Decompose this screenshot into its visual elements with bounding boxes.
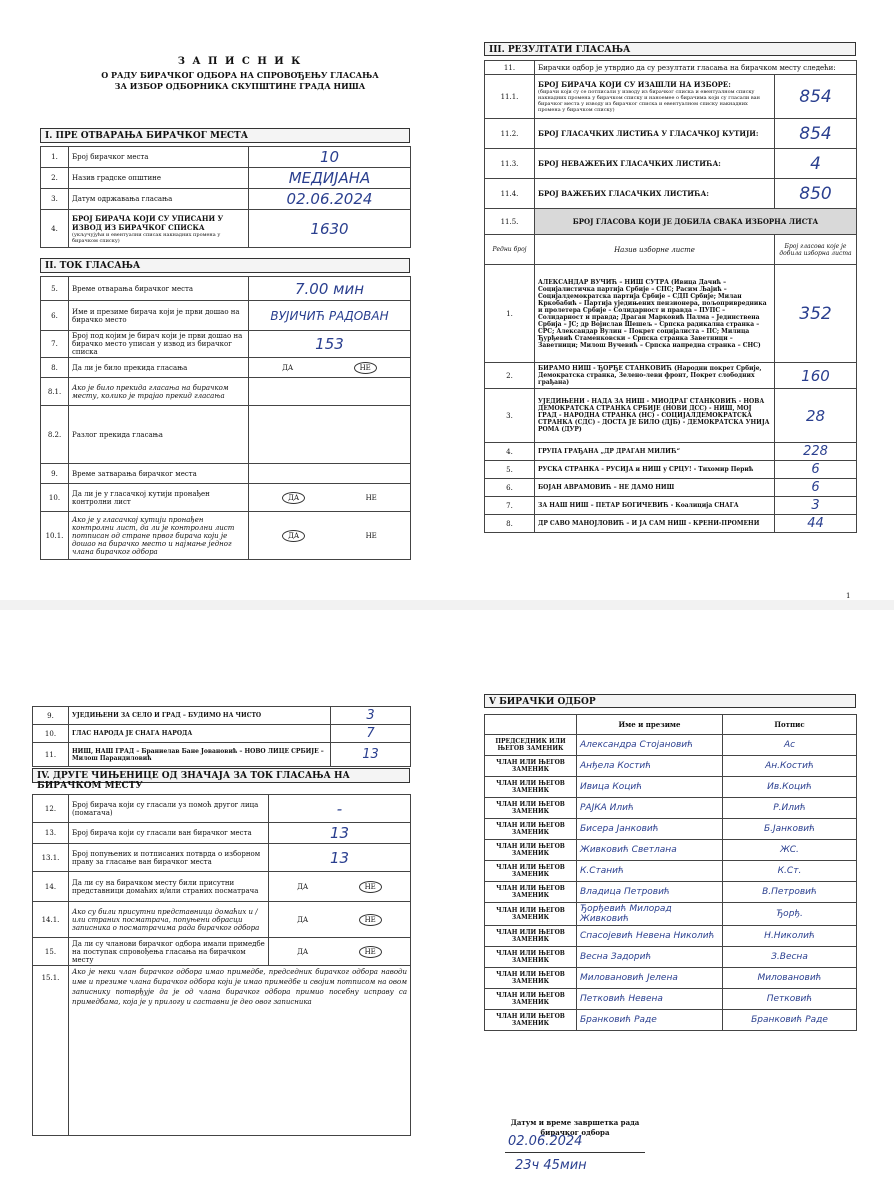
page-divider [0,600,894,610]
row-label: Да ли је у гласачкој кутији пронађен контролни лист [69,484,249,512]
list-votes[interactable]: 160 [775,363,857,389]
list-name: БИРАМО НИШ - ЂОРЂЕ СТАНКОВИЋ (Народни покрет Србије, Демократска странка, Зелено-леви фронт, Покрет слободних грађана) [535,363,775,389]
member-role: ПРЕДСЕДНИК ИЛИ ЊЕГОВ ЗАМЕНИК [485,735,577,756]
member-role: ЧЛАН ИЛИ ЊЕГОВ ЗАМЕНИК [485,968,577,989]
section-3-continued-table [32,706,411,767]
member-row [485,798,857,819]
list-number: 9. [33,707,69,725]
member-role: ЧЛАН ИЛИ ЊЕГОВ ЗАМЕНИК [485,882,577,903]
column-header-name: Име и презиме [577,715,723,735]
row-label: БРОЈ НЕВАЖЕЋИХ ГЛАСАЧКИХ ЛИСТИЋА: [538,159,721,168]
closing-time-value[interactable] [249,464,411,484]
row-number: 3. [41,189,69,210]
list-number: 11. [33,743,69,767]
list-number: 2. [485,363,535,389]
row-number: 2. [41,168,69,189]
row-label: Име и презиме бирача који је први дошао на бирачко место [69,301,249,331]
member-row [485,968,857,989]
s4-row [33,938,411,966]
list-votes[interactable]: 28 [775,389,857,443]
member-row [485,735,857,756]
document-subtitle-1: О РАДУ БИРАЧКОГ ОДБОРА НА СПРОВОЂЕЊУ ГЛАСАЊА [101,70,379,80]
voters-turnout-value[interactable]: 854 [775,75,857,119]
member-role: ЧЛАН ИЛИ ЊЕГОВ ЗАМЕНИК [485,798,577,819]
row-label: Време затварања бирачког места [69,464,249,484]
row-number: 12. [33,795,69,823]
row-label: Назив градске општине [69,168,249,189]
s3-colhead-row [485,235,857,265]
list-votes[interactable]: 6 [775,461,857,479]
member-name[interactable]: К.Станић [577,861,723,882]
member-name[interactable]: Бисера Јанковић [577,819,723,840]
s2-row [41,358,411,378]
page-number: 1 [846,592,851,600]
no-option[interactable]: НЕ [365,493,377,502]
section-5-table [484,714,857,1031]
row-label: Број попуњених и потписаних потврда о изборном праву за гласање ван бирачког места [69,844,269,872]
s5-colhead-row [485,715,857,735]
row-number: 11.2. [485,119,535,149]
list-name: ЗА НАШ НИШ – ПЕТАР БОГИЧЕВИЋ - Коалиција СНАГА [535,497,775,515]
member-signature[interactable]: ЖС. [723,840,857,861]
member-name[interactable]: Александра Стојановић [577,735,723,756]
row-label: Разлог прекида гласања [69,406,249,464]
list-name: УЈЕДИЊЕНИ ЗА СЕЛО И ГРАД – БУДИМО НА ЧИСТО [69,707,331,725]
closing-date-value[interactable]: 02.06.2024 [508,1134,583,1149]
member-role: ЧЛАН ИЛИ ЊЕГОВ ЗАМЕНИК [485,947,577,968]
list-number: 5. [485,461,535,479]
first-voter-name-value[interactable]: ВУЈИЧИЋ РАДОВАН [249,301,411,331]
row-label: Да ли је било прекида гласања [69,358,249,378]
list-row [33,707,411,725]
s2-row [41,512,411,560]
member-name[interactable]: Ивица Коцић [577,777,723,798]
member-role: ЧЛАН ИЛИ ЊЕГОВ ЗАМЕНИК [485,861,577,882]
document-title: З А П И С Н И К [177,56,303,67]
row-label: БРОЈ ВАЖЕЋИХ ГЛАСАЧКИХ ЛИСТИЋА: [538,189,709,198]
s4-row [33,902,411,938]
row-number: 9. [41,464,69,484]
row-label: Ако су били присутни представници домаћих и / или страних посматрача, попуњени обрасци записника о посматрачима рада бирачког одбора [69,902,269,938]
member-role: ЧЛАН ИЛИ ЊЕГОВ ЗАМЕНИК [485,1010,577,1031]
results-intro: Бирачки одбор је утврдио да су резултати гласања на бирачком месту следећи: [535,61,857,75]
member-signature[interactable]: Ђорђ. [723,903,857,926]
list-name: ГЛАС НАРОДА ЈЕ СНАГА НАРОДА [69,725,331,743]
member-signature[interactable]: Б.Јанковић [723,819,857,840]
member-role: ЧЛАН ИЛИ ЊЕГОВ ЗАМЕНИК [485,840,577,861]
row-label: БРОЈ БИРАЧА КОЈИ СУ ИЗАШЛИ НА ИЗБОРЕ: [538,80,731,89]
row-number: 8.1. [41,378,69,406]
row-label: Ако је у гласачкој кутији пронађен контролни лист, да ли је контролни лист потписан од стране првог бирача који је дошао на бирачко место и најмање једног члана бирачког одбора [69,512,249,560]
list-number: 7. [485,497,535,515]
row-number: 8.2. [41,406,69,464]
list-name: РУСКА СТРАНКА - РУСИЈА и НИШ у СРЦУ! - Тихомир Перић [535,461,775,479]
list-row [33,743,411,767]
member-signature[interactable]: Ан.Костић [723,756,857,777]
member-name[interactable]: Ђорђевић Милорад Живковић [577,903,723,926]
list-row [33,725,411,743]
section-4-table [32,794,411,1136]
member-role: ЧЛАН ИЛИ ЊЕГОВ ЗАМЕНИК [485,819,577,840]
member-row [485,947,857,968]
row-number: 11.1. [485,75,535,119]
yes-option-circled[interactable]: ДА [282,492,305,504]
member-row [485,989,857,1010]
interruption-duration-value[interactable] [249,378,411,406]
member-signature[interactable]: К.Ст. [723,861,857,882]
s2-row [41,464,411,484]
member-row [485,926,857,947]
member-row [485,861,857,882]
s3-row [485,209,857,235]
member-row [485,840,857,861]
opening-time-value[interactable]: 7.00 мин [249,277,411,301]
member-signature[interactable]: Ас [723,735,857,756]
member-name[interactable]: Живковић Светлана [577,840,723,861]
s3-row [485,179,857,209]
section-2-table [40,276,411,560]
section-4-heading: IV. ДРУГЕ ЧИЊЕНИЦЕ ОД ЗНАЧАЈА ЗА ТОК ГЛАСАЊА НА БИРАЧКОМ МЕСТУ [32,768,410,783]
votes-per-list-heading: БРОЈ ГЛАСОВА КОЈИ ЈЕ ДОБИЛА СВАКА ИЗБОРНА ЛИСТА [535,209,857,235]
row-number: 8. [41,358,69,378]
list-votes[interactable]: 228 [775,443,857,461]
column-header-number: Редни број [485,235,535,265]
row-number: 11.4. [485,179,535,209]
no-option-circled[interactable]: НЕ [359,946,382,958]
member-role: ЧЛАН ИЛИ ЊЕГОВ ЗАМЕНИК [485,777,577,798]
s4-row [33,966,411,1136]
closing-label-1: Датум и време завршетка рада [510,1118,640,1127]
list-name: НИШ, НАШ ГРАД – Браниелав Бане Јовановић – НОВО ЛИЦЕ СРБИЈЕ – Милош Парандиловић [69,743,331,767]
member-signature[interactable]: Р.Илић [723,798,857,819]
row-label: Број бирача који су гласали уз помоћ другог лица (помагача) [69,795,269,823]
row-number: 5. [41,277,69,301]
list-votes[interactable]: 3 [775,497,857,515]
municipality-value[interactable]: МЕДИЈАНА [249,168,411,189]
polling-station-number-value[interactable]: 10 [249,147,411,168]
s2-row [41,277,411,301]
ballots-in-box-value[interactable]: 854 [775,119,857,149]
yes-option[interactable]: ДА [297,915,309,924]
member-role: ЧЛАН ИЛИ ЊЕГОВ ЗАМЕНИК [485,903,577,926]
yes-option[interactable]: ДА [297,882,309,891]
list-row [485,515,857,533]
registered-voters-value[interactable]: 1630 [249,210,411,248]
row-number: 14.1. [33,902,69,938]
list-name: ГРУПА ГРАЂАНА „ДР ДРАГАН МИЛИЋ“ [535,443,775,461]
list-name: АЛЕКСАНДАР ВУЧИЋ – НИШ СУТРА (Ивица Дачић – Социјалистичка партија Србије – СПС; Расим Љајић – Социјалдемократска партија Србије – СДП Србије; Милан Кркобабић – Партија уједињених пензионера, пољопривредника и пролетера Србије – Солидарност и правда – ПУПС – Солидарност и правда; Драган Марковић Палма – Јединствена Србија – ЈС; др Војислав Шешељ – Српска радикална странка – СРС; Александар Вулин – Покрет социјалиста – ПС; Милица Ђурђевић Стаменковски – Српска странка Заветници – Заветници; Милош Вучевић – Српска напредна странка – СНС) [535,265,775,363]
list-number: 8. [485,515,535,533]
list-votes[interactable]: 13 [331,743,411,767]
member-name[interactable]: Весна Задорић [577,947,723,968]
s1-row [41,210,411,248]
member-row [485,777,857,798]
list-name: ДР САВО МАНОЈЛОВИЋ – И ЈА САМ НИШ - КРЕНИ-ПРОМЕНИ [535,515,775,533]
row-note: (укључујући и евентуални списак накнадних промена у бирачком списку) [72,231,221,244]
row-number: 10. [41,484,69,512]
s2-row [41,331,411,358]
outside-voting-confirmations-value[interactable]: 13 [269,844,411,872]
row-number: 11.5. [485,209,535,235]
member-signature[interactable]: В.Петровић [723,882,857,903]
row-number: 1. [41,147,69,168]
member-name[interactable]: РАЈКА Илић [577,798,723,819]
first-voter-number-value[interactable]: 153 [249,331,411,358]
row-label: Ако је неки члан бирачког одбора имао примедбе, председник бирачког одбора наводи име и презиме члана бирачког одбора који је имао примедбе и својим потписом на овом записнику потврђује да је од члана бирачког одбора примио посебну исправу са примедбама, која је у прилогу и саставни је део овог записника [69,966,411,1136]
s1-row [41,168,411,189]
row-label: Број бирачког места [69,147,249,168]
interruption-reason-value[interactable] [249,406,411,464]
list-number: 4. [485,443,535,461]
row-number: 6. [41,301,69,331]
invalid-ballots-value[interactable]: 4 [775,149,857,179]
member-name[interactable]: Бранковић Раде [577,1010,723,1031]
list-row [485,443,857,461]
section-1-table [40,146,411,248]
row-label: Да ли су на бирачком месту били присутни представници домаћих и/или страних посматрача [69,872,269,902]
member-row [485,903,857,926]
list-name: БОЈАН АВРАМОВИЋ – НЕ ДАМО НИШ [535,479,775,497]
s4-row [33,872,411,902]
row-number: 13. [33,823,69,844]
list-number: 1. [485,265,535,363]
yes-option-circled[interactable]: ДА [282,530,305,542]
member-role: ЧЛАН ИЛИ ЊЕГОВ ЗАМЕНИК [485,926,577,947]
row-number: 4. [41,210,69,248]
list-number: 10. [33,725,69,743]
member-signature[interactable]: Миловановић [723,968,857,989]
no-option-circled[interactable]: НЕ [359,881,382,893]
member-role: ЧЛАН ИЛИ ЊЕГОВ ЗАМЕНИК [485,756,577,777]
row-number: 14. [33,872,69,902]
valid-ballots-value[interactable]: 850 [775,179,857,209]
row-number: 11. [485,61,535,75]
row-note: (бирачи који су се потписали у изводу из бирачког списка и евентуалном списку накнадних промена у бирачком списку и наноемее о бирачима који су гласали ван бирачког места у изводу из бирачког списка и евентуалном списку накнадних промена у бирачком списку) [538,89,760,113]
yes-option[interactable]: ДА [297,947,309,956]
row-number: 11.3. [485,149,535,179]
row-label: Број под којим је бирач који је први дошао на бирачко место уписан у извод из бирачког списка [69,331,249,358]
list-votes[interactable]: 6 [775,479,857,497]
list-votes[interactable]: 3 [331,707,411,725]
member-signature[interactable]: Бранковић Раде [723,1010,857,1031]
member-name[interactable]: Миловановић Јелена [577,968,723,989]
row-number: 10.1. [41,512,69,560]
s3-row [485,149,857,179]
s3-row [485,75,857,119]
s2-row [41,484,411,512]
row-label: Број бирача који су гласали ван бирачког места [69,823,269,844]
row-label: БРОЈ ГЛАСАЧКИХ ЛИСТИЋА У ГЛАСАЧКОЈ КУТИЈИ: [538,129,759,138]
member-role: ЧЛАН ИЛИ ЊЕГОВ ЗАМЕНИК [485,989,577,1010]
voting-date-value[interactable]: 02.06.2024 [249,189,411,210]
s2-row [41,406,411,464]
list-number: 6. [485,479,535,497]
section-3-heading: III. РЕЗУЛТАТИ ГЛАСАЊА [484,42,856,56]
list-row [485,389,857,443]
s3-row [485,119,857,149]
section-5-heading: V БИРАЧКИ ОДБОР [484,694,856,708]
row-label: Време отварања бирачког места [69,277,249,301]
list-votes[interactable]: 352 [775,265,857,363]
list-row [485,497,857,515]
row-number: 15.1. [33,966,69,1136]
row-label: Да ли су чланови бирачког одбора имали примедбе на поступак спровођења гласања на бирачком месту [69,938,269,966]
assisted-voters-value[interactable]: - [269,795,411,823]
section-1-heading: I. ПРЕ ОТВАРАЊА БИРАЧКОГ МЕСТА [40,128,410,143]
member-signature[interactable]: Петковић [723,989,857,1010]
closing-date-line [505,1152,645,1153]
list-row [485,363,857,389]
document-subtitle-2: ЗА ИЗБОР ОДБОРНИКА СКУПШТИНЕ ГРАДА НИША [114,81,366,91]
column-header-list-name: Назив изборне листе [535,235,775,265]
outside-voters-value[interactable]: 13 [269,823,411,844]
member-name[interactable]: Спасојевић Невена Николић [577,926,723,947]
member-signature[interactable]: З.Весна [723,947,857,968]
closing-time-value[interactable]: 23ч 45мин [515,1158,587,1173]
member-name[interactable]: Петковић Невена [577,989,723,1010]
list-votes[interactable]: 44 [775,515,857,533]
column-header-votes: Број гласова које је добила изборна листа [775,235,857,265]
member-name[interactable]: Владица Петровић [577,882,723,903]
member-signature[interactable]: Н.Николић [723,926,857,947]
s4-row [33,823,411,844]
list-row [485,479,857,497]
s3-intro-row [485,61,857,75]
closing-label-2: бирачког одбора [540,1128,610,1137]
list-votes[interactable]: 7 [331,725,411,743]
no-option-circled[interactable]: НЕ [354,362,377,374]
row-number: 15. [33,938,69,966]
list-number: 3. [485,389,535,443]
row-label: Ако је било прекида гласања на бирачком месту, колико је трајао прекид гласања [69,378,249,406]
s1-row [41,147,411,168]
member-name[interactable]: Анђела Костић [577,756,723,777]
row-label: БРОЈ БИРАЧА КОЈИ СУ УПИСАНИ У ИЗВОД ИЗ БИРАЧКОГ СПИСКА [72,213,224,232]
no-option-circled[interactable]: НЕ [359,914,382,926]
no-option[interactable]: НЕ [365,531,377,540]
s4-row [33,844,411,872]
member-signature[interactable]: Ив.Коцић [723,777,857,798]
list-row [485,461,857,479]
row-label: Датум одржавања гласања [69,189,249,210]
list-row [485,265,857,363]
row-number: 13.1. [33,844,69,872]
column-header-signature: Потпис [723,715,857,735]
member-row [485,1010,857,1031]
member-row [485,756,857,777]
member-row [485,882,857,903]
s2-row [41,301,411,331]
member-row [485,819,857,840]
column-header-role [485,715,577,735]
section-2-heading: II. ТОК ГЛАСАЊА [40,258,410,273]
row-number: 7. [41,331,69,358]
members-list [485,735,857,1031]
yes-option[interactable]: ДА [282,363,294,372]
list-name: УЈЕДИЊЕНИ - НАДА ЗА НИШ - МИОДРАГ СТАНКОВИЋ - НОВА ДЕМОКРАТСКА СТРАНКА СРБИЈЕ (НОВИ ДСС) - НИШ, МОЈ ГРАД - НАРОДНА СТРАНКА (НС) - СОЦИЈАЛДЕМОКРАТСКА СТРАНКА (СДС) - ДОСТА ЈЕ БИЛО (ДЈБ) - ДЕМОКРАТСКА УНИЈА РОМА (ДУР) [535,389,775,443]
s1-row [41,189,411,210]
s2-row [41,378,411,406]
section-3-table [484,60,857,533]
s4-row [33,795,411,823]
